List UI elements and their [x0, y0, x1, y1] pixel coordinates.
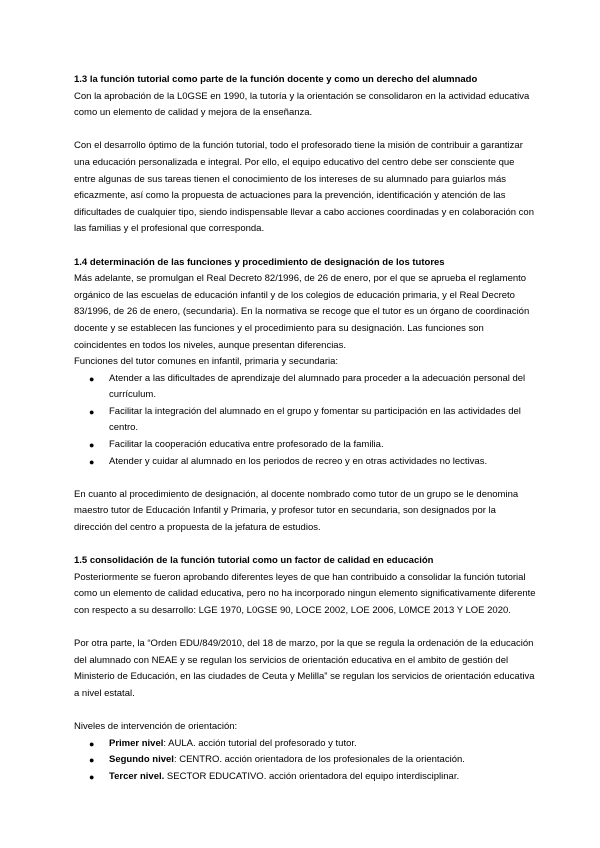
- list-item: [74, 404, 536, 437]
- spacer: [74, 703, 536, 720]
- tutor-functions-list: [74, 371, 536, 471]
- list-item: [74, 437, 536, 454]
- orientation-levels-intro: Niveles de intervención de orientación:: [74, 721, 238, 733]
- list-item-text: Facilitar la integración del alumnado en el grupo y fomentar su participación en las actividades del centro.: [109, 405, 521, 434]
- section-1-4-paragraph-1: Más adelante, se promulgan el Real Decreto 82/1996, de 26 de enero, por el que se aprueba el reglamento orgánico de las escuelas de educación infantil y de los colegios de educación primaria, y el Real Decreto 83/1996, de 26 de enero, (secundaria). En la normativa se recoge que el tutor es un órgano de coordinación docente y se establecen las funciones y el procedimiento para su designación. Las funciones son coincidentes en todos los niveles, aunque presentan diferencias.: [74, 273, 530, 351]
- spacer: [74, 537, 536, 554]
- bullet-icon: ●: [89, 456, 95, 467]
- list-item: [74, 371, 536, 404]
- bullet-icon: ●: [89, 738, 95, 749]
- section-1-3-heading: 1.3 la función tutorial como parte de la función docente y como un derecho del alumnado: [74, 74, 478, 85]
- bullet-icon: ●: [89, 755, 95, 766]
- level-label: Tercer nivel.: [109, 770, 165, 782]
- section-1-5-heading: 1.5 consolidación de la función tutorial como un factor de calidad en educación: [74, 555, 434, 567]
- tutor-functions-intro: Funciones del tutor comunes en infantil, primaria y secundaria:: [74, 356, 339, 368]
- section-1-4-heading: 1.4 determinación de las funciones y procedimiento de designación de los tutores: [74, 256, 445, 268]
- spacer: [74, 620, 536, 637]
- spacer: [74, 238, 536, 255]
- bullet-icon: ●: [89, 406, 95, 417]
- section-1-4-paragraph-2: En cuanto al procedimiento de designación, al docente nombrado como tutor de un grupo se le denomina maestro tutor de Educación Infantil y Primaria, y profesor tutor en secundaria, son designados por la dirección del centro a propuesta de la jefatura de estudios.: [74, 488, 519, 534]
- bullet-icon: ●: [89, 373, 95, 384]
- level-text: : CENTRO. acción orientadora de los profesionales de la orientación.: [173, 754, 465, 766]
- level-label: Segundo nivel: [109, 754, 174, 766]
- section-1-5-paragraph-1: Posteriormente se fueron aprobando diferentes leyes de que han contribuido a consolidar la función tutorial como un elemento de calidad educativa, pero no ha incorporado ningun elemento significativamente diferente con respecto a su desarrollo: LGE 1970, L0GSE 90, LOCE 2002, LOE 2006, L0MCE 2013 Y LOE 2020.: [74, 571, 536, 616]
- list-item: [74, 769, 536, 786]
- list-item: [74, 752, 536, 769]
- orientation-levels-list: [74, 736, 536, 786]
- section-1-5-paragraph-2: Por otra parte, la “Orden EDU/849/2010, del 18 de marzo, por la que se regula la ordenación de la educación del alumnado con NEAE y se regulan los servicios de orientación educativa en el ambito de gestión del Ministerio de Educación, en las ciudades de Ceuta y Melilla” se regulan los servicios de orientación educativa a nivel estatal.: [74, 638, 535, 699]
- list-item-text: Atender y cuidar al alumnado en los periodos de recreo y en otras actividades no lectivas.: [109, 455, 488, 467]
- spacer: [74, 470, 536, 487]
- list-item-text: Atender a las dificultades de aprendizaje del alumnado para proceder a la adecuación personal del currículum.: [109, 372, 526, 401]
- level-label: Primer nivel: [109, 737, 164, 749]
- level-text: : AULA. acción tutorial del profesorado y tutor.: [163, 737, 357, 749]
- section-1-3-paragraph-1: Con la aprobación de la L0GSE en 1990, la tutoría y la orientación se consolidaron en la actividad educativa como un elemento de calidad y mejora de la enseñanza.: [74, 90, 530, 119]
- bullet-icon: ●: [89, 771, 95, 782]
- level-text: SECTOR EDUCATIVO. acción orientadora del equipo interdisciplinar.: [164, 770, 460, 782]
- bullet-icon: ●: [89, 440, 95, 451]
- list-item-text: Facilitar la cooperación educativa entre profesorado de la familia.: [109, 439, 384, 451]
- list-item: [74, 454, 536, 471]
- list-item: [74, 736, 536, 753]
- section-1-3-paragraph-2: Con el desarrollo óptimo de la función tutorial, todo el profesorado tiene la misión de contribuir a garantizar una educación personalizada e integral. Por ello, el equipo educativo del centro debe ser consciente que entre algunas de sus tareas tienen el conocimiento de los intereses de su alumnado para guiarlos más eficazmente, así como la propuesta de actuaciones para la prevención, identificación y atención de las dificultades de cualquier tipo, siendo indispensable llevar a cabo acciones coordinadas y en colaboración con las familias y el profesional que corresponda.: [74, 140, 534, 235]
- spacer: [74, 122, 536, 139]
